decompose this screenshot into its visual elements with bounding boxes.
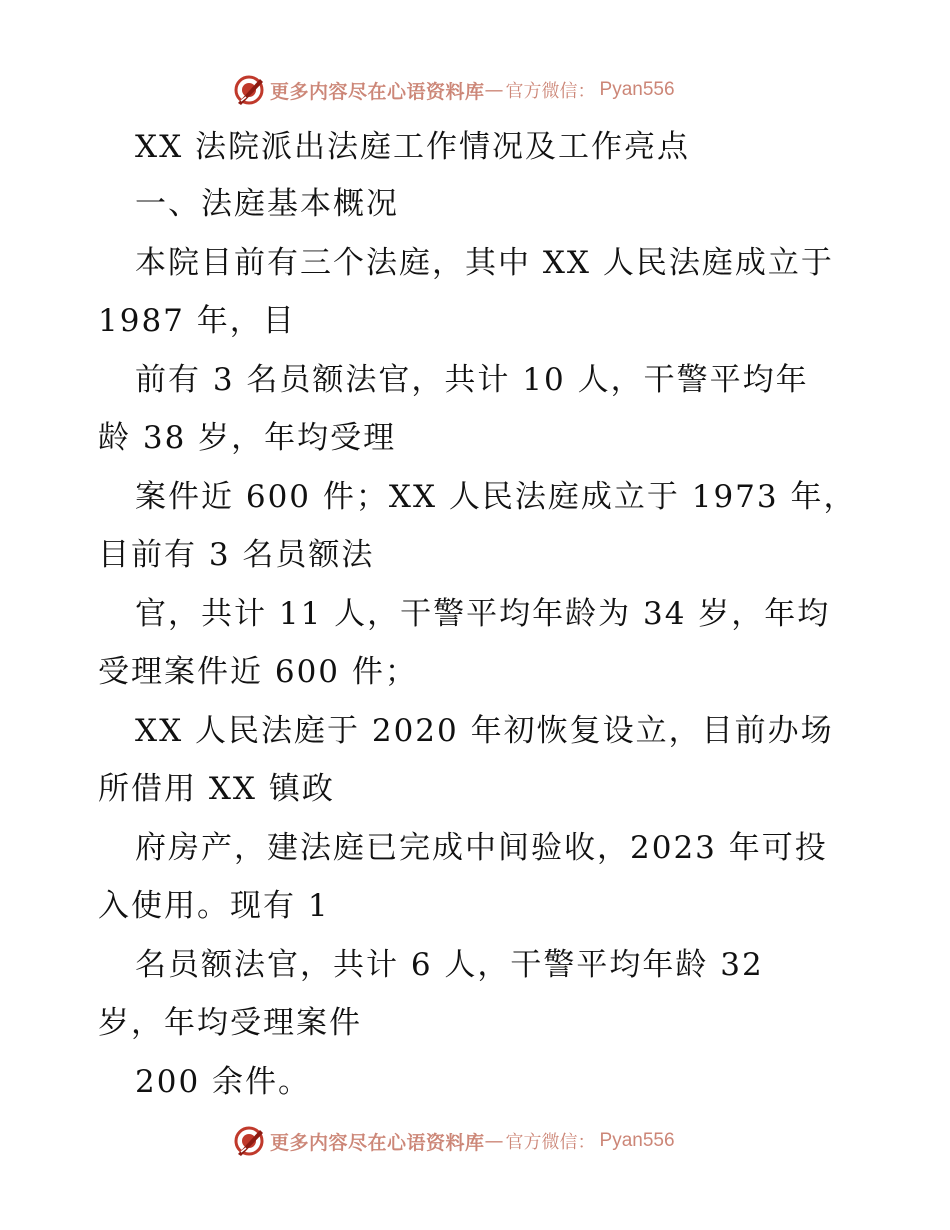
body-line: 200 余件。 [135,1064,312,1100]
section-heading: 一、法庭基本概况 [135,186,399,222]
body-line: 官，共计 11 人，干警平均年龄为 34 岁，年均 [135,596,831,632]
watermark-handle: Pyan556 [599,1130,675,1151]
body-line: 所借用 XX 镇政 [98,771,335,807]
watermark-text: 更多内容尽在心语资料库 [270,80,485,103]
body-line: 目前有 3 名员额法 [98,537,375,573]
watermark-separator: — [484,79,504,101]
watermark-text: 更多内容尽在心语资料库 [270,1131,485,1154]
body-line: 龄 38 岁，年均受理 [98,420,397,456]
body-line: 名员额法官，共计 6 人，干警平均年龄 32 [135,947,764,983]
body-line: 本院目前有三个法庭，其中 XX 人民法庭成立于 [135,245,834,281]
body-line: 岁，年均受理案件 [98,1005,362,1041]
watermark-banner-bottom [232,1123,712,1159]
body-line: 受理案件近 600 件； [98,654,418,690]
body-line: 府房产，建法庭已完成中间验收，2023 年可投 [135,830,828,866]
watermark-wechat-label: 官方微信： [505,1132,596,1153]
body-line: 入使用。现有 1 [98,888,330,924]
watermark-handle: Pyan556 [599,79,675,100]
body-line: 1987 年，目 [98,303,296,339]
watermark-separator: — [484,1130,504,1152]
body-line: XX 人民法庭于 2020 年初恢复设立，目前办场 [135,713,834,749]
document-title: XX 法院派出法庭工作情况及工作亮点 [135,129,690,165]
body-line: 前有 3 名员额法官，共计 10 人，干警平均年 [135,362,809,398]
watermark-wechat-label: 官方微信： [505,81,596,102]
pen-logo-icon [232,1124,266,1158]
body-line: 案件近 600 件；XX 人民法庭成立于 1973 年， [135,479,857,515]
pen-logo-icon [232,73,266,107]
watermark-banner-top [232,72,712,108]
